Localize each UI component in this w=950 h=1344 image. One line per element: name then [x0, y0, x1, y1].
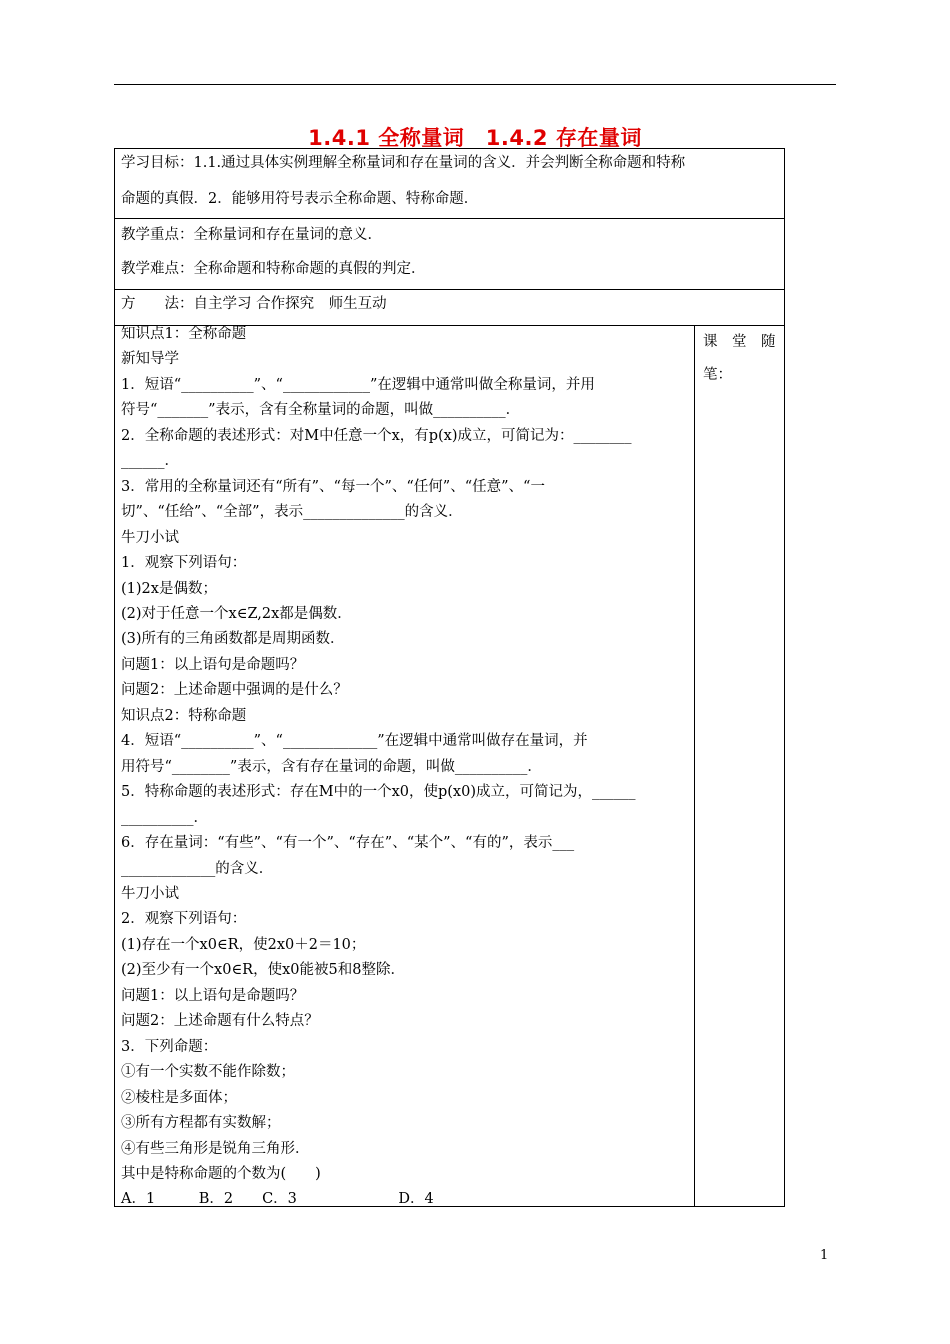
page-number: 1 — [820, 1248, 829, 1263]
content-line: 问题2：上述命题有什么特点？ — [121, 1013, 319, 1030]
content-line: 5．特称命题的表述形式：存在M中的一个x0，使p(x0)成立，可简记为，______ — [121, 784, 636, 801]
content-line: ③所有方程都有实数解； — [121, 1115, 281, 1132]
content-line: ______． — [121, 453, 179, 470]
key-points-text — [121, 223, 426, 282]
content-line: 2．全称命题的表述形式：对M中任意一个x，有p(x)成立，可简记为：________ — [121, 427, 632, 444]
content-line: 切”、“任给”、“全部”，表示______________的含义． — [121, 504, 463, 521]
notes-column — [694, 325, 785, 1207]
content-line: 6．存在量词：“有些”、“有一个”、“存在”、“某个”、“有的”，表示___ — [121, 835, 575, 852]
content-line: 牛刀小试 — [121, 529, 179, 546]
content-line: 知识点2：特称命题 — [121, 707, 247, 724]
content-line: 用符号“________”表示，含有存在量词的命题，叫做__________． — [121, 758, 542, 775]
method-text: 方 法：自主学习 合作探究 师生互动 — [121, 296, 387, 312]
content-line: 问题1：以上语句是命题吗？ — [121, 987, 305, 1004]
content-line: 4．短语“__________”、“_____________”在逻辑中通常叫做存在量词，并 — [121, 733, 588, 750]
objectives-text — [121, 151, 685, 212]
content-line: 问题1：以上语句是命题吗？ — [121, 656, 305, 673]
content-line: 其中是特称命题的个数为( ) — [121, 1165, 321, 1182]
notes-label — [703, 326, 776, 392]
content-line: 问题2：上述命题中强调的是什么？ — [121, 682, 348, 699]
key-point-line: 教学重点：全称量词和存在量词的意义． — [121, 227, 382, 243]
content-line: (1)存在一个x0∈R，使2x0＋2＝10； — [121, 936, 366, 953]
content-line: A．1 B．2 C．3 D．4 — [121, 1191, 434, 1208]
content-line: ④有些三角形是锐角三角形． — [121, 1140, 310, 1157]
content-line: 3．下列命题： — [121, 1038, 218, 1055]
notes-label-line: 笔： — [703, 367, 732, 383]
objectives-line: 命题的真假．2．能够用符号表示全称命题、特称命题． — [121, 191, 479, 207]
page-title: 1.4.1 全称量词 1.4.2 存在量词 — [308, 126, 642, 150]
content-line: 3．常用的全称量词还有“所有”、“每一个”、“任何”、“任意”、“一 — [121, 478, 545, 495]
content-line: (2)对于任意一个x∈Z,2x都是偶数． — [121, 605, 352, 622]
content-line: (3)所有的三角函数都是周期函数． — [121, 631, 345, 648]
key-point-line: 教学难点：全称命题和特称命题的真假的判定． — [121, 261, 426, 277]
content-line: 2．观察下列语句： — [121, 911, 247, 928]
content-line: 1．短语“__________”、“____________”在逻辑中通常叫做全称量词，并用 — [121, 376, 595, 393]
header-rule — [114, 84, 836, 85]
content-line: 牛刀小试 — [121, 885, 179, 902]
main-content — [121, 322, 689, 1213]
content-line: ①有一个实数不能作除数； — [121, 1064, 295, 1081]
content-line: _____________的含义． — [121, 860, 274, 877]
content-line: (1)2x是偶数； — [121, 580, 217, 597]
content-line: (2)至少有一个x0∈R，使x0能被5和8整除． — [121, 962, 405, 979]
content-line: __________． — [121, 809, 208, 826]
content-line: 新知导学 — [121, 351, 179, 368]
content-line: 知识点1：全称命题 — [121, 326, 247, 342]
content-line: 1．观察下列语句： — [121, 555, 247, 572]
notes-label-line: 课 堂 随 — [703, 334, 776, 350]
content-line: ②棱柱是多面体； — [121, 1089, 237, 1106]
content-line: 符号“_______”表示，含有全称量词的命题，叫做__________． — [121, 402, 521, 419]
objectives-line: 学习目标：1.1.通过具体实例理解全称量词和存在量词的含义．并会判断全称命题和特称 — [121, 155, 686, 171]
